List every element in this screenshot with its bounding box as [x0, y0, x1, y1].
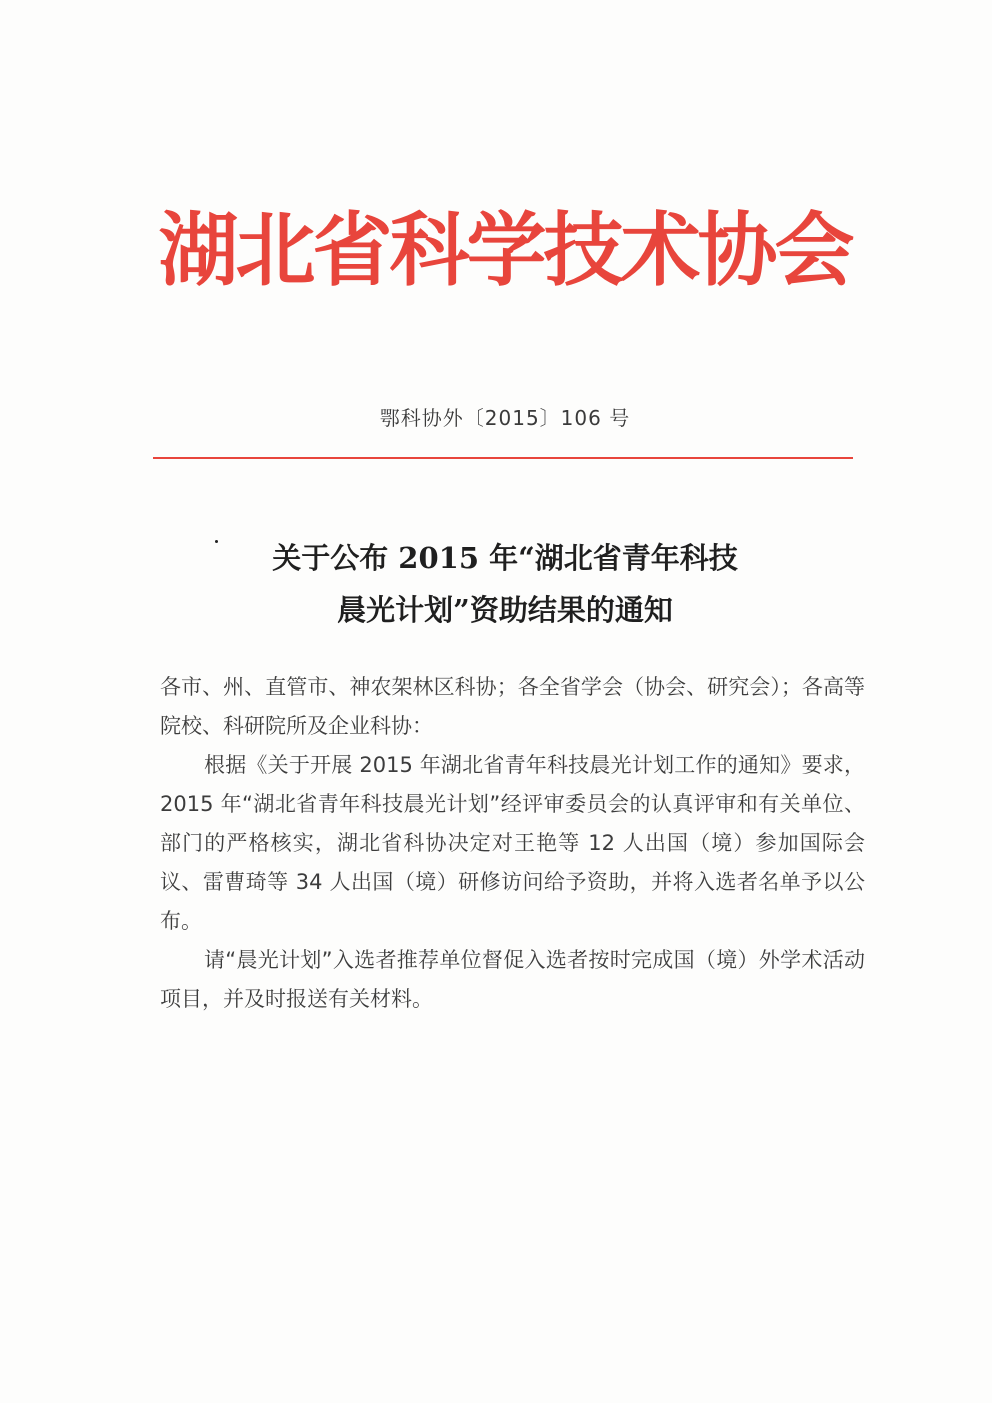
body-paragraph-1: 根据《关于开展 2015 年湖北省青年科技晨光计划工作的通知》要求，2015 年“湖北省青年科技晨光计划”经评审委员会的认真评审和有关单位、部门的严格核实，湖北省科协决定对王艳等 12 人出国（境）参加国际会议、雷曹琦等 34 人出国（境）研修访问给予资助，并将入选者名单予以公布。 [160, 753, 865, 933]
notice-title-line-1: 关于公布 2015 年“湖北省青年科技 [272, 541, 738, 575]
notice-body [160, 668, 865, 1019]
notice-title-line-2: 晨光计划”资助结果的通知 [337, 593, 673, 627]
notice-title [150, 532, 860, 636]
addressee-paragraph: 各市、州、直管市、神农架林区科协；各全省学会（协会、研究会）；各高等院校、科研院所及企业科协： [160, 675, 865, 738]
organization-header: 湖北省科学技术协会 [158, 203, 852, 297]
document-number: 鄂科协外〔2015〕106 号 [379, 406, 631, 430]
red-divider-line [153, 457, 853, 459]
body-paragraph-2: 请“晨光计划”入选者推荐单位督促入选者按时完成国（境）外学术活动项目，并及时报送有关材料。 [160, 948, 865, 1011]
